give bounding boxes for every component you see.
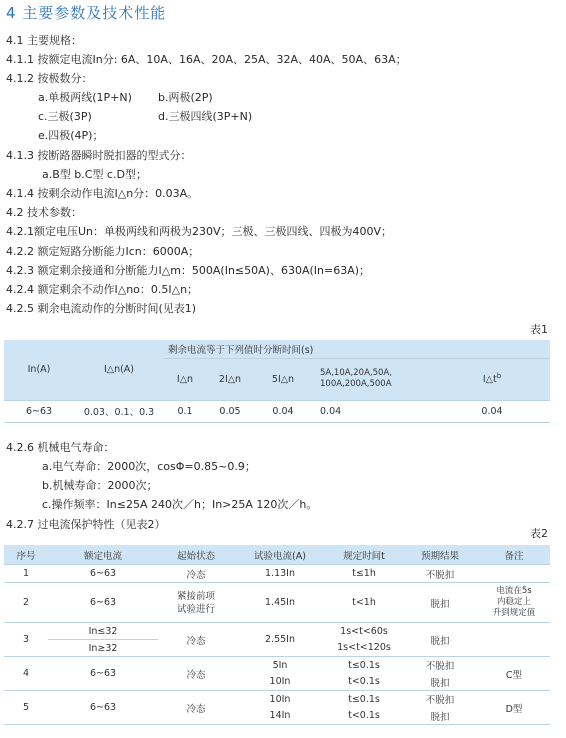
row-current: 6~63 [48,691,158,725]
row-note: C型 [478,657,550,691]
table2-header: 序号 [4,545,48,565]
pole-option: d.三极四线(3P+N) [158,110,253,123]
section-title: 4 主要参数及技术性能 [6,4,167,22]
row-current: In≤32 [48,623,158,640]
break-time-table [4,340,550,423]
operating-frequency-line: c.操作频率：In≤25A 240次／h；In>25A 120次／h。 [42,498,318,511]
row-current: In≥32 [48,640,158,657]
table1-subheader-idt [434,358,550,400]
pole-option: a.单极两线(1P+N) [38,91,132,104]
row-time: t≤0.1s [348,693,380,705]
table1-cell: 0.04 [434,400,550,422]
table1-subheader-text: I△t [482,374,497,386]
table1-label: 表1 [530,323,548,336]
row-result: 脱扣 [402,708,478,725]
row-current: 6~63 [48,657,158,691]
table2-label: 表2 [530,527,548,540]
row-test-current: 2.55In [234,623,326,657]
table2-row [4,691,550,708]
tech-params-heading: 4.2 技术参数： [6,206,82,219]
row-note [478,623,550,657]
table1-cell: 6~63 [4,400,74,422]
row-note: 电流在5s 内稳定上 升到规定值 [478,583,550,623]
trip-type-options: a.B型 b.C型 c.D型； [42,168,147,181]
row-state: 冷态 [158,657,234,691]
row-time: t<0.1s [326,708,402,725]
row-state: 冷态 [158,623,234,657]
row-test-current: 5In [272,659,288,671]
row-time: t≤0.1s [348,659,380,671]
row-no: 1 [4,565,48,583]
rated-voltage-line: 4.2.1额定电压Un：单极两线和两极为230V；三极、三极四线、四极为400V； [6,225,393,238]
table1-subheader: I△n [164,358,206,400]
row-time: 1s<t<120s [326,640,402,657]
pole-option: c.三极(3P) [38,110,92,123]
table1-subheader: 2I△n [206,358,254,400]
poles-heading: 4.1.2 按极数分： [6,72,93,85]
row-test-current: 1.45In [234,583,326,623]
table1-subheader: 5I△n [254,358,312,400]
row-time: 1s<t<60s [340,625,388,637]
table2-header: 预期结果 [402,545,478,565]
row-test-current: 14In [234,708,326,725]
non-operating-line: 4.2.4 额定剩余不动作I△no：0.5I△n； [6,283,199,296]
table1-cell: 0.04 [312,400,434,422]
trip-type-heading: 4.1.3 按断路器瞬时脱扣器的型式分： [6,149,192,162]
residual-current-line: 4.1.4 按剩余动作电流I△n分：0.03A。 [6,187,199,200]
table2-row [4,623,550,640]
row-current: 6~63 [48,583,158,623]
row-result: 不脱扣 [402,565,478,583]
row-state: 冷态 [158,691,234,725]
table1-cell: 0.05 [206,400,254,422]
pole-option: b.两极(2P) [158,91,213,104]
pole-option: e.四极(4P)； [38,129,104,142]
table1-group-header: 剩余电流等于下列值时分断时间(s) [164,340,550,358]
residual-making-line: 4.2.3 额定剩余接通和分断能力I△m：500A(In≤50A)、630A(In=63A)； [6,264,371,277]
row-state: 冷态 [158,565,234,583]
row-no: 2 [4,583,48,623]
row-note [478,565,550,583]
row-state: 紧接前项 试验进行 [158,583,234,623]
row-current: 6~63 [48,565,158,583]
break-time-line: 4.2.5 剩余电流动作的分断时间(见表1) [6,302,197,315]
row-no: 4 [4,657,48,691]
table2-header: 试验电流(A) [234,545,326,565]
table2-header: 备注 [478,545,550,565]
table1-cell: 0.1 [164,400,206,422]
row-result: 不脱扣 [425,661,455,673]
row-test-current: 10In [234,674,326,691]
table1-superscript: b [496,372,502,381]
table2-header: 额定电流 [48,545,158,565]
row-time: t<1h [326,583,402,623]
rated-current-line: 4.1.1 按额定电流In分: 6A、10A、16A、20A、25A、32A、40A、50A、63A； [6,53,407,66]
row-result: 脱扣 [402,583,478,623]
table2-row [4,657,550,674]
breaking-capacity-line: 4.2.2 额定短路分断能力Icn：6000A； [6,245,200,258]
row-no: 5 [4,691,48,725]
row-time: t<0.1s [326,674,402,691]
row-test-current: 10In [269,693,291,705]
table1-header-idn: I△n(A) [74,340,164,400]
row-result: 脱扣 [402,674,478,691]
table1-subheader: 5A,10A,20A,50A, 100A,200A,500A [312,358,434,400]
table2-header: 规定时间t [326,545,402,565]
life-heading: 4.2.6 机械电气寿命： [6,441,115,454]
row-time: t≤1h [326,565,402,583]
mechanical-life-line: b.机械寿命：2000次； [42,479,158,492]
overcurrent-table [4,545,550,725]
row-note: D型 [478,691,550,725]
table2-header: 起始状态 [158,545,234,565]
overcurrent-heading: 4.2.7 过电流保护特性（见表2） [6,518,166,531]
table1-cell: 0.04 [254,400,312,422]
electrical-life-line: a.电气寿命：2000次，cosΦ=0.85~0.9； [42,460,256,473]
table2-row [4,565,550,583]
table2-row [4,583,550,623]
spec-heading: 4.1 主要规格： [6,34,82,47]
row-test-current: 1.13In [234,565,326,583]
row-result: 不脱扣 [425,695,455,707]
row-result: 脱扣 [402,623,478,657]
table1-cell: 0.03、0.1、0.3 [74,400,164,422]
table1-header-in: In(A) [4,340,74,400]
row-no: 3 [4,623,48,657]
